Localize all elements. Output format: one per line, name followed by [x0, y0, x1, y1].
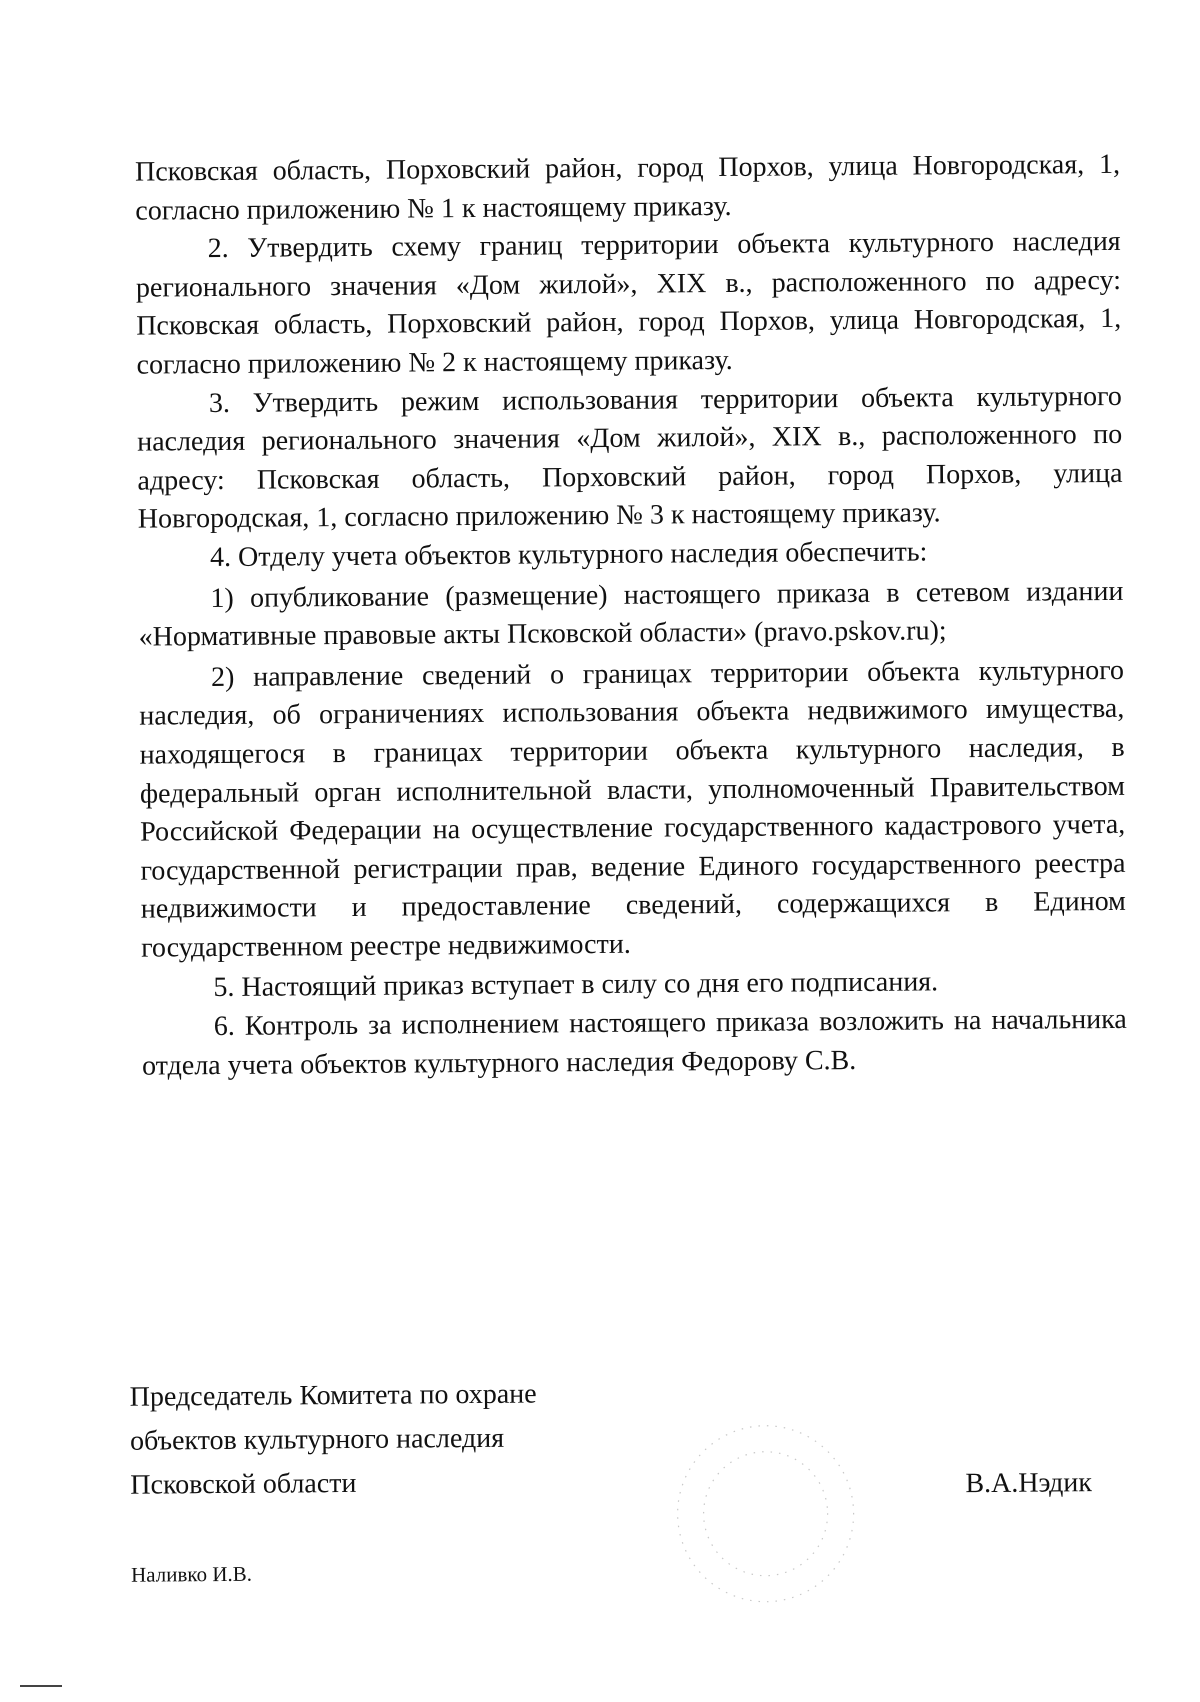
signatory-position-line: Псковской области [130, 1467, 357, 1501]
scan-edge-mark [20, 1685, 62, 1687]
signatory-position-line: объектов культурного наследия [129, 1422, 505, 1457]
document-body [135, 146, 1127, 1086]
paragraph-subitem-1: 1) опубликование (размещение) настоящего приказа в сетевом издании «Нормативные правовые акты Псковской области» (pravo.pskov.ru); [138, 575, 1124, 653]
paragraph-item-3: 3. Утвердить режим использования территории объекта культурного наследия регионального значения «Дом жилой», XIX в., расположенного по адресу: Псковская область, Порховский район, город Порхов, улица Новгородская, 1, согласно приложению № 3 к настоящему приказу. [137, 380, 1123, 535]
signatory-position [130, 1373, 538, 1508]
signatory-name: В.А.Нэдик [965, 1467, 1093, 1500]
paragraph-subitem-2: 2) направление сведений о границах территории объекта культурного наследия, об ограничениях использования объекта недвижимого имущества, находящегося в границах территории объекта культурного наследия, в федеральный орган исполнительной власти, уполномоченный Правительством Российской Федерации на осуществление государственного кадастрового учета, государственной регистрации прав, ведение Единого государственного реестра недвижимости и предоставление сведений, содержащихся в Едином государственном реестре недвижимости. [139, 654, 1126, 964]
paragraph-item-6: 6. Контроль за исполнением настоящего приказа возложить на начальника отдела учета объектов культурного наследия Федорову С.В. [141, 1003, 1127, 1082]
faint-seal-stamp [655, 1413, 877, 1615]
executor-name: Наливко И.В. [130, 1561, 253, 1587]
paragraph-item-4: 4. Отделу учета объектов культурного наследия обеспечить: [209, 536, 928, 573]
paragraph-item-5: 5. Настоящий приказ вступает в силу со дня его подписания. [213, 966, 939, 1004]
paragraph-continuation: Псковская область, Порховский район, город Порхов, улица Новгородская, 1, согласно приложению № 1 к настоящему приказу. [134, 148, 1121, 227]
signatory-position-line: Председатель Комитета по охране [129, 1378, 537, 1413]
paragraph-item-2: 2. Утвердить схему границ территории объекта культурного наследия регионального значения «Дом жилой», XIX в., расположенного по адресу: Псковская область, Порховский район, город Порхов, улица Новгородская, 1, согласно приложению № 2 к настоящему приказу. [135, 226, 1122, 381]
